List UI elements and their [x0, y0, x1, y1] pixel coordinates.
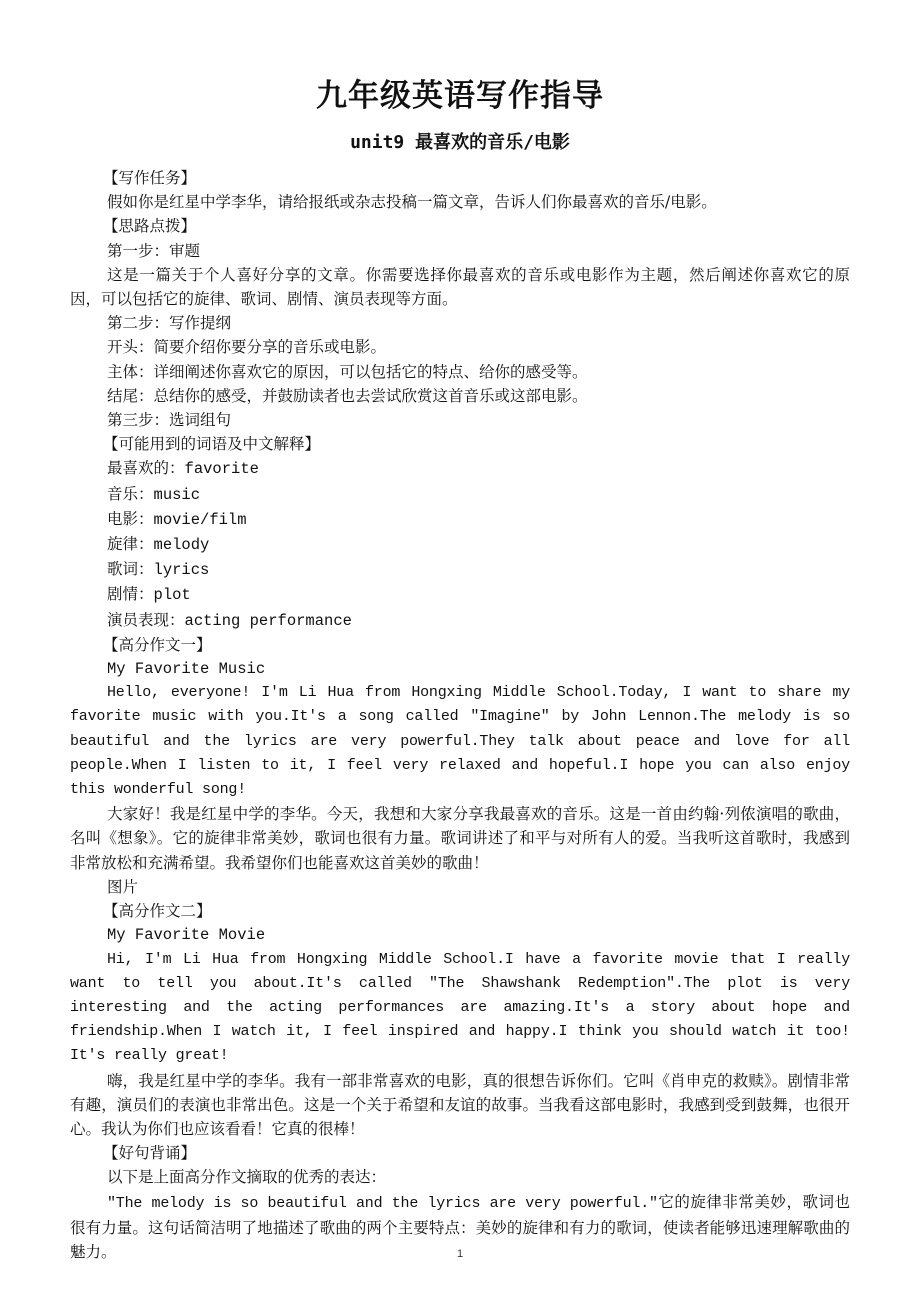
- document-body: [70, 166, 850, 1264]
- vocab-en: movie/film: [153, 510, 247, 529]
- sentence-quote-english: "The melody is so beautiful and the lyrics are very powerful.": [107, 1194, 658, 1212]
- vocab-en: acting performance: [184, 611, 352, 630]
- vocab-item: [70, 582, 850, 607]
- vocab-zh: 电影：: [107, 509, 154, 528]
- outline-body: 主体：详细阐述你喜欢它的原因，可以包括它的特点、给你的感受等。: [107, 362, 588, 381]
- task-text: 假如你是红星中学李华，请给报纸或杂志投稿一篇文章，告诉人们你最喜欢的音乐/电影。: [107, 193, 717, 212]
- vocab-item: [70, 482, 850, 507]
- page-number: 1: [456, 1248, 464, 1260]
- vocab-en: melody: [153, 536, 210, 555]
- section-heading-task: 【写作任务】: [103, 169, 197, 187]
- essay1-chinese: 大家好！我是红星中学的李华。今天，我想和大家分享我最喜欢的音乐。这是一首由约翰·列侬演唱的歌曲，名叫《想象》。它的旋律非常美妙，歌词也很有力量。歌词讲述了和平与对所有人的爱。当我听这首歌时，我感到非常放松和充满希望。我希望你们也能喜欢这首美妙的歌曲！: [70, 805, 850, 872]
- step3-label: 第三步：选词组句: [107, 411, 232, 430]
- vocab-item: [70, 557, 850, 582]
- vocab-en: favorite: [184, 460, 259, 479]
- vocab-item: [70, 456, 850, 481]
- vocab-en: plot: [153, 586, 191, 605]
- vocab-zh: 歌词：: [107, 560, 154, 579]
- vocab-item: [70, 507, 850, 532]
- sentences-intro: 以下是上面高分作文摘取的优秀的表达：: [107, 1168, 387, 1187]
- step2-label: 第二步：写作提纲: [107, 314, 232, 333]
- section-heading-essay2: 【高分作文二】: [103, 902, 212, 921]
- section-heading-hints: 【思路点拨】: [103, 217, 197, 236]
- step1-text: 这是一篇关于个人喜好分享的文章。你需要选择你最喜欢的音乐或电影作为主题，然后阐述你喜欢它的原因，可以包括它的旋律、歌词、剧情、演员表现等方面。: [70, 265, 850, 309]
- essay1-title: My Favorite Music: [107, 660, 266, 679]
- section-heading-sentences: 【好句背诵】: [103, 1144, 197, 1163]
- vocab-en: music: [153, 485, 201, 504]
- vocab-en: lyrics: [153, 561, 210, 580]
- essay2-title: My Favorite Movie: [107, 926, 266, 945]
- essay2-chinese: 嗨，我是红星中学的李华。我有一部非常喜欢的电影，真的很想告诉你们。它叫《肖申克的救赎》。剧情非常有趣，演员们的表演也非常出色。这是一个关于希望和友谊的故事。当我看这部电影时，我感到受到鼓舞，也很开心。我认为你们也应该看看！它真的很棒！: [70, 1071, 850, 1138]
- vocab-item: [70, 532, 850, 557]
- section-heading-essay1: 【高分作文一】: [103, 635, 212, 654]
- outline-ending: 结尾：总结你的感受，并鼓励读者也去尝试欣赏这首音乐或这部电影。: [107, 386, 588, 405]
- page-title: 九年级英语写作指导: [316, 78, 604, 114]
- vocab-list: [70, 456, 850, 632]
- section-heading-vocab: 【可能用到的词语及中文解释】: [103, 435, 321, 454]
- vocab-zh: 最喜欢的：: [107, 459, 185, 478]
- outline-opening: 开头：简要介绍你要分享的音乐或电影。: [107, 338, 387, 357]
- image-placeholder: 图片: [107, 877, 139, 896]
- vocab-zh: 音乐：: [107, 484, 154, 503]
- essay2-english: Hi, I'm Li Hua from Hongxing Middle School.I have a favorite movie that I really want to tell you about.It's called "The Shawshank Redemption".The plot is very interesting and the acting performances are amazing.It's a story about hope and friendship.When I watch it, I feel inspired and happy.I think you should watch it too! It's really great!: [70, 950, 850, 1065]
- vocab-zh: 演员表现：: [107, 610, 185, 629]
- vocab-zh: 剧情：: [107, 585, 154, 604]
- vocab-item: [70, 608, 850, 633]
- page-subtitle: unit9 最喜欢的音乐/电影: [350, 132, 570, 153]
- sentence-quote-chinese: 它的旋律非常美妙，歌词也很有力量。这句话简洁明了地描述了歌曲的两个主要特点：美妙的旋律和有力的歌词，使读者能够迅速理解歌曲的魅力。: [70, 1192, 850, 1261]
- step1-label: 第一步：审题: [107, 241, 201, 260]
- vocab-zh: 旋律：: [107, 535, 154, 554]
- essay1-english: Hello, everyone! I'm Li Hua from Hongxing Middle School.Today, I want to share my favorite music with you.It's a song called "Imagine" by John Lennon.The melody is so beautiful and the lyrics are very powerful.They talk about peace and love for all people.When I listen to it, I feel very relaxed and hopeful.I hope you can also enjoy this wonderful song!: [70, 684, 850, 799]
